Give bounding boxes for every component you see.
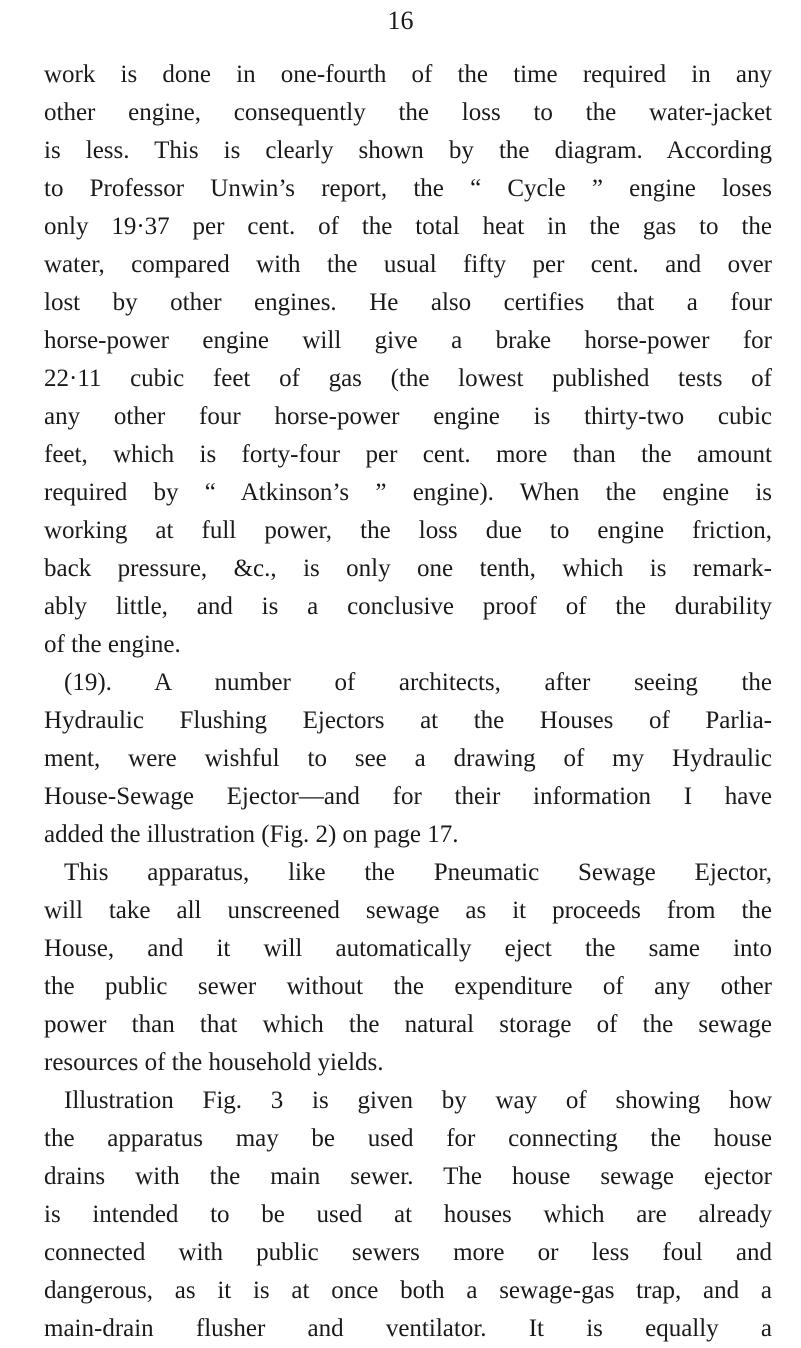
text-line: to Professor Unwin’s report, the “ Cycle ” engine loses: [44, 175, 772, 202]
text-line: dangerous, as it is at once both a sewage-gas trap, and a: [44, 1277, 772, 1304]
text-line: the apparatus may be used for connecting the house: [44, 1125, 772, 1152]
page-number: 16: [387, 6, 414, 35]
text-line: work is done in one-fourth of the time required in any: [44, 61, 772, 88]
text-line: any other four horse-power engine is thirty-two cubic: [44, 403, 772, 430]
text-line: 22·11 cubic feet of gas (the lowest published tests of: [44, 365, 772, 392]
text-line: power than that which the natural storage of the sewage: [44, 1011, 772, 1038]
text-line: added the illustration (Fig. 2) on page 17.: [44, 821, 459, 848]
text-line: of the engine.: [44, 631, 181, 658]
text-line: ably little, and is a conclusive proof of the durability: [44, 593, 772, 620]
body-text: [44, 56, 772, 1348]
text-line: horse-power engine will give a brake horse-power for: [44, 327, 772, 354]
text-line: House-Sewage Ejector—and for their information I have: [44, 783, 772, 810]
text-line: (19). A number of architects, after seeing the: [64, 669, 772, 696]
text-line: This apparatus, like the Pneumatic Sewage Ejector,: [64, 859, 772, 886]
text-line: the public sewer without the expenditure of any other: [44, 973, 772, 1000]
text-line: required by “ Atkinson’s ” engine). When the engine is: [44, 479, 772, 506]
text-line: working at full power, the loss due to engine friction,: [44, 517, 772, 544]
text-line: resources of the household yields.: [44, 1049, 384, 1076]
text-line: Hydraulic Flushing Ejectors at the Houses of Parlia-: [44, 707, 772, 734]
text-line: connected with public sewers more or less foul and: [44, 1239, 772, 1266]
text-line: drains with the main sewer. The house sewage ejector: [44, 1163, 772, 1190]
text-line: ment, were wishful to see a drawing of my Hydraulic: [44, 745, 772, 772]
text-line: lost by other engines. He also certifies that a four: [44, 289, 772, 316]
text-line: feet, which is forty-four per cent. more than the amount: [44, 441, 772, 468]
text-line: water, compared with the usual fifty per cent. and over: [44, 251, 772, 278]
text-line: Illustration Fig. 3 is given by way of showing how: [64, 1087, 772, 1114]
text-line: other engine, consequently the loss to the water-jacket: [44, 99, 772, 126]
text-line: only 19·37 per cent. of the total heat in the gas to the: [44, 213, 772, 240]
text-line: main-drain flusher and ventilator. It is equally a: [44, 1315, 772, 1342]
text-line: back pressure, &c., is only one tenth, which is remark-: [44, 555, 772, 582]
text-line: House, and it will automatically eject the same into: [44, 935, 772, 962]
text-line: is intended to be used at houses which are already: [44, 1201, 772, 1228]
text-line: is less. This is clearly shown by the diagram. According: [44, 137, 772, 164]
text-line: will take all unscreened sewage as it proceeds from the: [44, 897, 772, 924]
